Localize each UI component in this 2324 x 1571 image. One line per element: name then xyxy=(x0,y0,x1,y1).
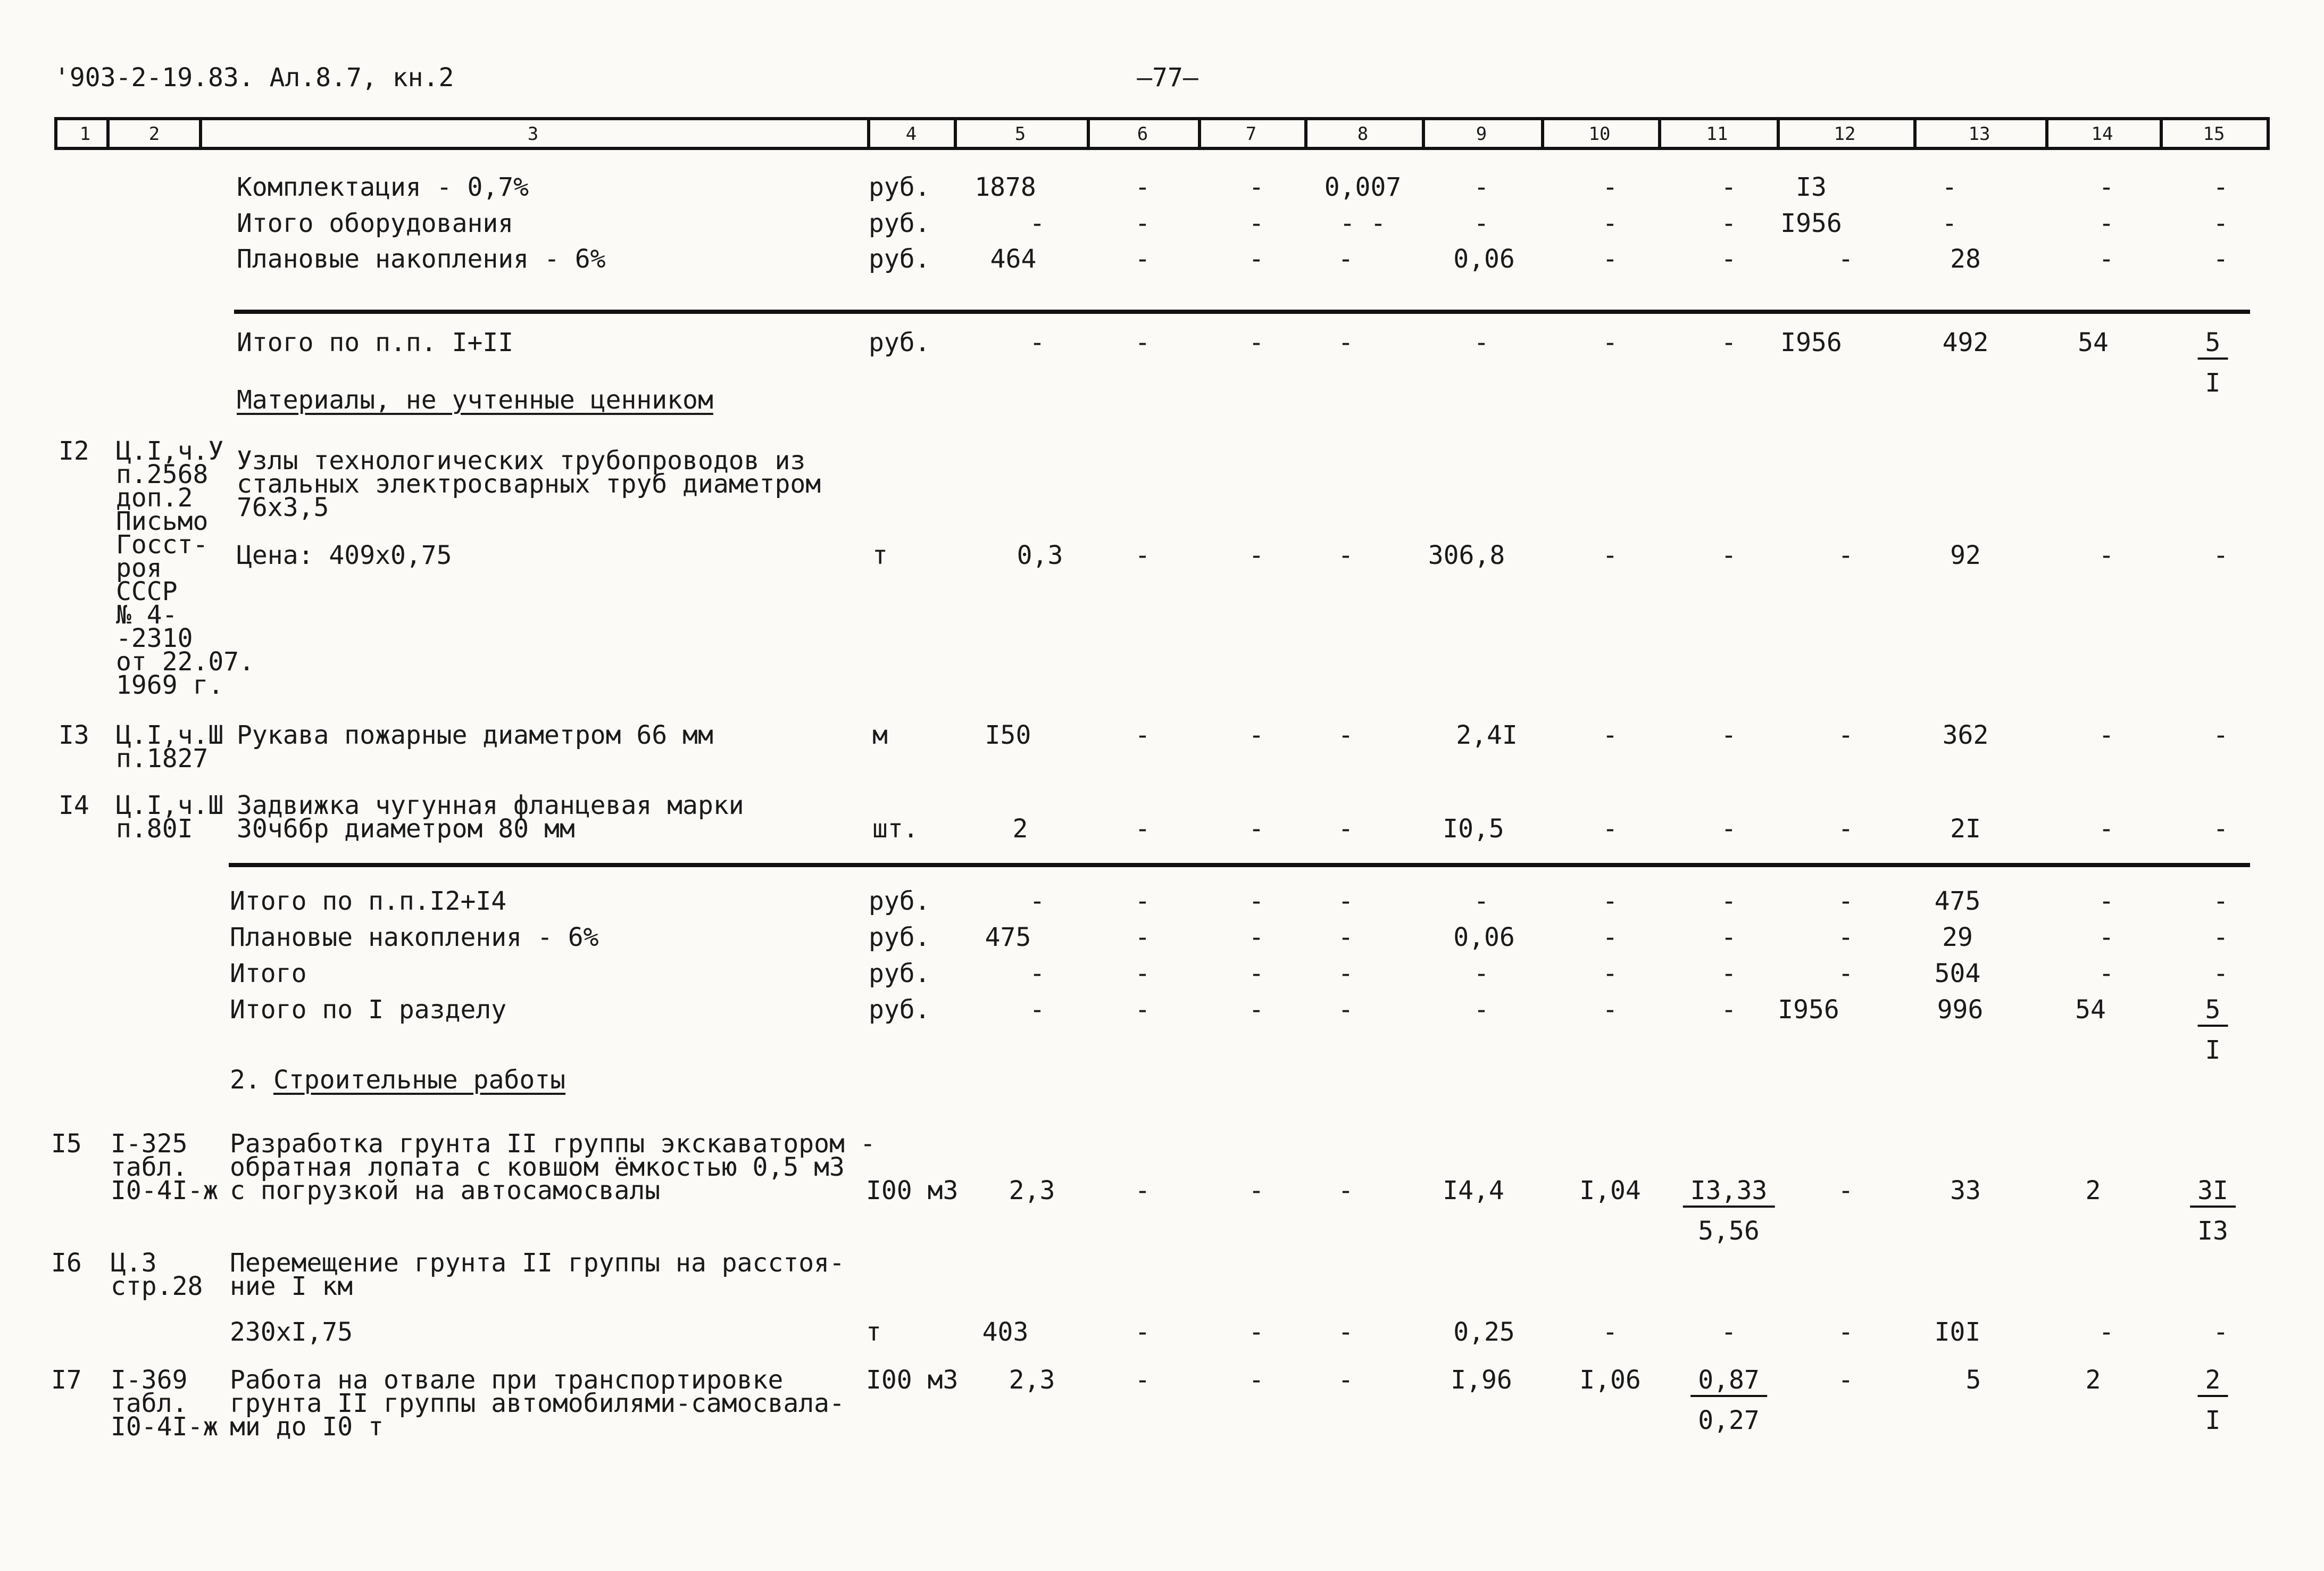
col7-cell: - xyxy=(1248,244,1264,274)
col12-cell: - xyxy=(1838,959,1854,988)
unit-cell: I00 м3 xyxy=(866,1176,959,1206)
price-formula: 230хI,75 xyxy=(230,1317,353,1347)
row-name: Итого xyxy=(230,959,307,988)
col8-cell: - xyxy=(1338,541,1354,570)
col6-cell: - xyxy=(1135,814,1151,844)
col9-cell: 0,06 xyxy=(1453,244,1515,274)
column-number: 15 xyxy=(2203,123,2225,145)
col9-cell: 2,4I xyxy=(1456,720,1518,750)
column-separator xyxy=(2045,117,2048,150)
col6-cell: - xyxy=(1135,886,1151,916)
column-number: 3 xyxy=(527,123,539,145)
col5-cell: 1878 xyxy=(974,172,1036,202)
column-number: 7 xyxy=(1245,123,1257,145)
col9-cell: - xyxy=(1473,209,1489,238)
column-number: 13 xyxy=(1968,123,1990,145)
col10-cell: - xyxy=(1602,1317,1618,1347)
row-name: Комплектация - 0,7% xyxy=(237,172,529,202)
row-name: Итого по п.п.I2+I4 xyxy=(230,886,507,916)
col5-cell: 464 xyxy=(990,244,1037,274)
column-separator xyxy=(1422,117,1425,150)
col5-cell: 2,3 xyxy=(1009,1176,1055,1206)
divider xyxy=(229,863,2250,867)
col8-cell: 0,007 xyxy=(1324,172,1402,202)
col10-cell: - xyxy=(1602,209,1618,238)
col9-cell: - xyxy=(1473,959,1489,988)
col14-cell: - xyxy=(2098,720,2114,750)
col6-cell: - xyxy=(1135,1176,1151,1206)
fraction-denominator: 5,56 xyxy=(1698,1216,1760,1246)
col11-cell: - xyxy=(1721,172,1737,202)
col12-cell: I956 xyxy=(1780,328,1842,358)
column-number: 4 xyxy=(905,123,917,145)
fraction-denominator: I xyxy=(2205,1406,2221,1435)
col10-cell: - xyxy=(1602,720,1618,750)
fraction-denominator: I3 xyxy=(2197,1216,2228,1246)
item-number: I6 xyxy=(51,1248,82,1278)
col10-cell: - xyxy=(1602,244,1618,274)
col10-cell: - xyxy=(1602,541,1618,570)
unit-cell: т xyxy=(872,541,888,570)
col11-cell: - xyxy=(1721,886,1737,916)
item-number: I5 xyxy=(51,1129,82,1159)
fraction-denominator: 0,27 xyxy=(1698,1406,1760,1435)
section-title: Строительные работы xyxy=(273,1065,566,1095)
col14-cell: - xyxy=(2098,814,2114,844)
col13-cell: 33 xyxy=(1950,1176,1981,1206)
col12-cell: - xyxy=(1838,720,1854,750)
col8-cell: - xyxy=(1338,959,1354,988)
col6-cell: - xyxy=(1135,1317,1151,1347)
col5-cell: - xyxy=(1029,328,1045,358)
column-separator xyxy=(2160,117,2163,150)
fraction-denominator: I xyxy=(2205,1035,2221,1065)
col14-cell: - xyxy=(2098,541,2114,570)
unit-cell: руб. xyxy=(869,209,930,238)
col9-cell: I4,4 xyxy=(1443,1176,1504,1206)
col9-cell: 0,06 xyxy=(1453,922,1515,952)
unit-cell: I00 м3 xyxy=(866,1365,959,1395)
unit-cell: шт. xyxy=(872,814,919,844)
col15-cell: - xyxy=(2213,959,2229,988)
col13-cell: 996 xyxy=(1937,995,1984,1025)
column-number: 8 xyxy=(1357,123,1369,145)
col8-cell: - xyxy=(1338,995,1354,1025)
column-number: 5 xyxy=(1014,123,1026,145)
col10-cell: I,04 xyxy=(1579,1176,1641,1206)
materials-heading: Материалы, не учтенные ценником xyxy=(237,385,713,415)
col15-cell: - xyxy=(2213,814,2229,844)
col15-cell: - xyxy=(2213,172,2229,202)
col15-cell: - xyxy=(2213,209,2229,238)
col11-cell: - xyxy=(1721,1317,1737,1347)
column-separator xyxy=(199,117,202,150)
col7-cell: - xyxy=(1248,814,1264,844)
column-header-row xyxy=(54,117,2270,150)
column-separator xyxy=(1087,117,1090,150)
col12-cell: - xyxy=(1838,541,1854,570)
col7-cell: - xyxy=(1248,172,1264,202)
col12-cell: I956 xyxy=(1780,209,1842,238)
col14-cell: 2 xyxy=(2085,1365,2101,1395)
item-number: I2 xyxy=(59,436,89,466)
col13-cell: 504 xyxy=(1934,959,1981,988)
col15-cell: - xyxy=(2213,541,2229,570)
col14-cell: 2 xyxy=(2085,1176,2101,1206)
col15-cell: - xyxy=(2213,1317,2229,1347)
column-separator xyxy=(954,117,957,150)
col15-cell: - xyxy=(2213,886,2229,916)
column-separator xyxy=(867,117,870,150)
row-name: Плановые накопления - 6% xyxy=(230,922,599,952)
col14-cell: 54 xyxy=(2075,995,2106,1025)
col14-cell: - xyxy=(2098,172,2114,202)
col10-cell: - xyxy=(1602,959,1618,988)
column-separator xyxy=(1913,117,1917,150)
col11-cell: - xyxy=(1721,541,1737,570)
col6-cell: - xyxy=(1135,922,1151,952)
col14-cell: - xyxy=(2098,959,2114,988)
column-separator xyxy=(1777,117,1780,150)
col10-cell: - xyxy=(1602,328,1618,358)
col13-cell: I0I xyxy=(1934,1317,1981,1347)
fraction-denominator: I xyxy=(2205,368,2221,398)
column-separator xyxy=(1304,117,1307,150)
col9-cell: I,96 xyxy=(1451,1365,1512,1395)
col13-cell: 362 xyxy=(1942,720,1989,750)
col12-cell: I3 xyxy=(1796,172,1827,202)
item-number: I7 xyxy=(51,1365,82,1395)
col13-cell: - xyxy=(1942,209,1958,238)
col7-cell: - xyxy=(1248,209,1264,238)
col7-cell: - xyxy=(1248,720,1264,750)
col8-cell: - xyxy=(1338,814,1354,844)
item-number: I4 xyxy=(59,791,89,820)
col14-cell: - xyxy=(2098,886,2114,916)
unit-cell: руб. xyxy=(869,886,930,916)
col7-cell: - xyxy=(1248,1176,1264,1206)
col6-cell: - xyxy=(1135,959,1151,988)
col13-cell: 475 xyxy=(1934,886,1981,916)
col6-cell: - xyxy=(1135,541,1151,570)
col5-cell: 0,3 xyxy=(1017,541,1063,570)
col13-cell: 28 xyxy=(1950,244,1981,274)
fraction-numerator: 5 xyxy=(2198,331,2228,360)
col11-cell: - xyxy=(1721,922,1737,952)
col13-cell: 492 xyxy=(1942,328,1989,358)
col15-cell: - xyxy=(2213,720,2229,750)
col15-fraction xyxy=(2198,1365,2228,1435)
col10-cell: I,06 xyxy=(1579,1365,1641,1395)
col6-cell: - xyxy=(1135,209,1151,238)
col5-cell: 403 xyxy=(982,1317,1029,1347)
col9-cell: I0,5 xyxy=(1443,814,1504,844)
col12-cell: - xyxy=(1838,1365,1854,1395)
col15-cell: - xyxy=(2213,922,2229,952)
description-cell: Рукава пожарные диаметром 66 мм xyxy=(237,720,713,750)
col12-cell: - xyxy=(1838,814,1854,844)
column-separator xyxy=(1541,117,1544,150)
col9-cell: 306,8 xyxy=(1428,541,1505,570)
col10-cell: - xyxy=(1602,814,1618,844)
col5-cell: - xyxy=(1029,209,1045,238)
col8-cell: - xyxy=(1338,1365,1354,1395)
row-name: Итого по I разделу xyxy=(230,995,507,1025)
col5-cell: 2,3 xyxy=(1009,1365,1055,1395)
document-reference: '903-2-19.83. Ал.8.7, кн.2 xyxy=(54,63,454,93)
col11-fraction xyxy=(1690,1365,1767,1435)
col12-cell: - xyxy=(1838,1176,1854,1206)
col7-cell: - xyxy=(1248,328,1264,358)
col7-cell: - xyxy=(1248,959,1264,988)
col11-cell: - xyxy=(1721,328,1737,358)
column-separator xyxy=(1198,117,1201,150)
col11-cell: - xyxy=(1721,720,1737,750)
unit-cell: руб. xyxy=(869,995,930,1025)
col5-cell: - xyxy=(1029,995,1045,1025)
col13-cell: 2I xyxy=(1950,814,1981,844)
column-separator xyxy=(1658,117,1661,150)
col14-cell: - xyxy=(2098,922,2114,952)
fraction-numerator: 3I xyxy=(2190,1179,2236,1208)
col7-cell: - xyxy=(1248,1365,1264,1395)
price-formula: Цена: 409х0,75 xyxy=(237,541,452,570)
col11-cell: - xyxy=(1721,244,1737,274)
col9-cell: - xyxy=(1473,328,1489,358)
col15-cell: - xyxy=(2213,244,2229,274)
col12-cell: - xyxy=(1838,1317,1854,1347)
page-number: —77— xyxy=(1137,63,1198,93)
col14-cell: 54 xyxy=(2078,328,2109,358)
col11-cell: - xyxy=(1721,995,1737,1025)
col8-cell: - xyxy=(1338,922,1354,952)
column-number: 1 xyxy=(79,123,91,145)
unit-cell: руб. xyxy=(869,922,930,952)
unit-cell: руб. xyxy=(869,328,930,358)
col7-cell: - xyxy=(1248,995,1264,1025)
col11-fraction xyxy=(1683,1176,1775,1246)
col10-cell: - xyxy=(1602,922,1618,952)
col7-cell: - xyxy=(1248,1317,1264,1347)
col5-cell: 2 xyxy=(1012,814,1028,844)
col5-cell: - xyxy=(1029,959,1045,988)
fraction-numerator: I3,33 xyxy=(1683,1179,1775,1208)
col12-cell: - xyxy=(1838,244,1854,274)
col12-cell: - xyxy=(1838,922,1854,952)
column-number: 10 xyxy=(1588,123,1611,145)
section-number: 2. xyxy=(230,1065,261,1095)
col9-cell: - xyxy=(1473,995,1489,1025)
col8-cell: - xyxy=(1338,1317,1354,1347)
unit-cell: т xyxy=(866,1317,881,1347)
column-number: 12 xyxy=(1834,123,1856,145)
col9-cell: 0,25 xyxy=(1453,1317,1515,1347)
fraction-numerator: 5 xyxy=(2198,998,2228,1027)
column-number: 6 xyxy=(1137,123,1148,145)
col8-cell: - xyxy=(1338,886,1354,916)
col11-cell: - xyxy=(1721,814,1737,844)
col7-cell: - xyxy=(1248,541,1264,570)
col7-cell: - xyxy=(1248,922,1264,952)
col8-cell: - xyxy=(1338,1176,1354,1206)
col8-cell: - xyxy=(1338,720,1354,750)
col10-cell: - xyxy=(1602,172,1618,202)
col6-cell: - xyxy=(1135,172,1151,202)
column-separator xyxy=(106,117,110,150)
col6-cell: - xyxy=(1135,244,1151,274)
fraction-numerator: 0,87 xyxy=(1690,1368,1767,1397)
col6-cell: - xyxy=(1135,995,1151,1025)
col15-fraction xyxy=(2198,995,2228,1065)
col11-cell: - xyxy=(1721,209,1737,238)
col5-cell: I50 xyxy=(985,720,1031,750)
col5-cell: - xyxy=(1029,886,1045,916)
col11-cell: - xyxy=(1721,959,1737,988)
col13-cell: - xyxy=(1942,172,1958,202)
col13-cell: 5 xyxy=(1965,1365,1981,1395)
col5-cell: 475 xyxy=(985,922,1031,952)
col13-cell: 29 xyxy=(1942,922,1973,952)
item-number: I3 xyxy=(59,720,89,750)
row-name: Плановые накопления - 6% xyxy=(237,244,606,274)
col12-cell: - xyxy=(1838,886,1854,916)
unit-cell: м xyxy=(872,720,888,750)
row-name: Итого оборудования xyxy=(237,209,514,238)
col8-cell: - xyxy=(1338,244,1354,274)
col8-cell: - xyxy=(1338,328,1354,358)
unit-cell: руб. xyxy=(869,244,930,274)
col15-fraction xyxy=(2190,1176,2236,1246)
column-number: 11 xyxy=(1706,123,1728,145)
column-number: 2 xyxy=(148,123,160,145)
col6-cell: - xyxy=(1135,328,1151,358)
col9-cell: - xyxy=(1473,172,1489,202)
fraction-numerator: 2 xyxy=(2198,1368,2228,1397)
col7-cell: - xyxy=(1248,886,1264,916)
column-number: 9 xyxy=(1476,123,1487,145)
col6-cell: - xyxy=(1135,720,1151,750)
col15-fraction xyxy=(2198,328,2228,398)
unit-cell: руб. xyxy=(869,172,930,202)
col9-cell: - xyxy=(1473,886,1489,916)
col8-cell: - - xyxy=(1339,209,1386,238)
col12-cell: I956 xyxy=(1778,995,1839,1025)
col14-cell: - xyxy=(2098,244,2114,274)
unit-cell: руб. xyxy=(869,959,930,988)
column-number: 14 xyxy=(2091,123,2113,145)
col14-cell: - xyxy=(2098,209,2114,238)
row-name: Итого по п.п. I+II xyxy=(237,328,514,358)
divider xyxy=(234,310,2250,314)
col14-cell: - xyxy=(2098,1317,2114,1347)
col10-cell: - xyxy=(1602,995,1618,1025)
col6-cell: - xyxy=(1135,1365,1151,1395)
col10-cell: - xyxy=(1602,886,1618,916)
col13-cell: 92 xyxy=(1950,541,1981,570)
